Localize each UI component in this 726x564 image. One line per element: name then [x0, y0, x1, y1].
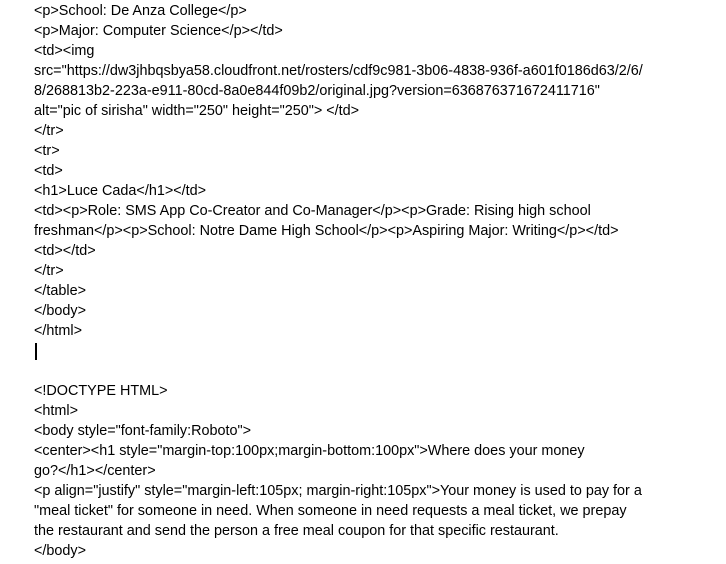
text-line: <html> — [34, 403, 78, 419]
text-line: alt="pic of sirisha" width="250" height="250"> </td> — [34, 103, 360, 119]
code-block-top — [34, 1, 694, 341]
text-line: </table> — [34, 283, 87, 299]
text-line: <body style="font-family:Roboto"> — [34, 423, 251, 439]
blank-line — [34, 361, 694, 381]
code-block-bottom — [34, 381, 694, 561]
text-line: 8/268813b2-223a-e911-80cd-8a0e844f09b2/original.jpg?version=636876371672411716" — [34, 83, 600, 99]
text-line: </tr> — [34, 123, 64, 139]
text-line: <td> — [34, 163, 63, 179]
text-line: </body> — [34, 303, 87, 319]
text-line: <td><img — [34, 43, 95, 59]
text-line: <h1>Luce Cada</h1></td> — [34, 183, 207, 199]
text-line: </body> — [34, 543, 87, 559]
text-line: <p>School: De Anza College</p> — [34, 3, 247, 19]
text-line: </tr> — [34, 263, 64, 279]
text-line: <center><h1 style="margin-top:100px;margin-bottom:100px">Where does your money — [34, 443, 585, 459]
document-body[interactable] — [34, 1, 694, 561]
text-line: "meal ticket" for someone in need. When someone in need requests a meal ticket, we prepay — [34, 503, 627, 519]
text-line: <p align="justify" style="margin-left:105px; margin-right:105px">Your money is used to pay for a — [34, 483, 642, 499]
text-line: <tr> — [34, 143, 60, 159]
text-line: <td><p>Role: SMS App Co-Creator and Co-Manager</p><p>Grade: Rising high school — [34, 203, 591, 219]
cursor-line[interactable] — [34, 341, 694, 361]
text-line: the restaurant and send the person a free meal coupon for that specific restaurant. — [34, 523, 559, 539]
text-line: freshman</p><p>School: Notre Dame High School</p><p>Aspiring Major: Writing</p></td> — [34, 223, 619, 239]
text-line: go?</h1></center> — [34, 463, 156, 479]
text-line: <td></td> — [34, 243, 96, 259]
text-line: <!DOCTYPE HTML> — [34, 383, 168, 399]
text-line: <p>Major: Computer Science</p></td> — [34, 23, 283, 39]
text-line: src="https://dw3jhbqsbya58.cloudfront.net/rosters/cdf9c981-3b06-4838-936f-a601f0186d63/2/6/ — [34, 63, 643, 79]
text-cursor — [35, 343, 37, 360]
text-line: </html> — [34, 323, 82, 339]
